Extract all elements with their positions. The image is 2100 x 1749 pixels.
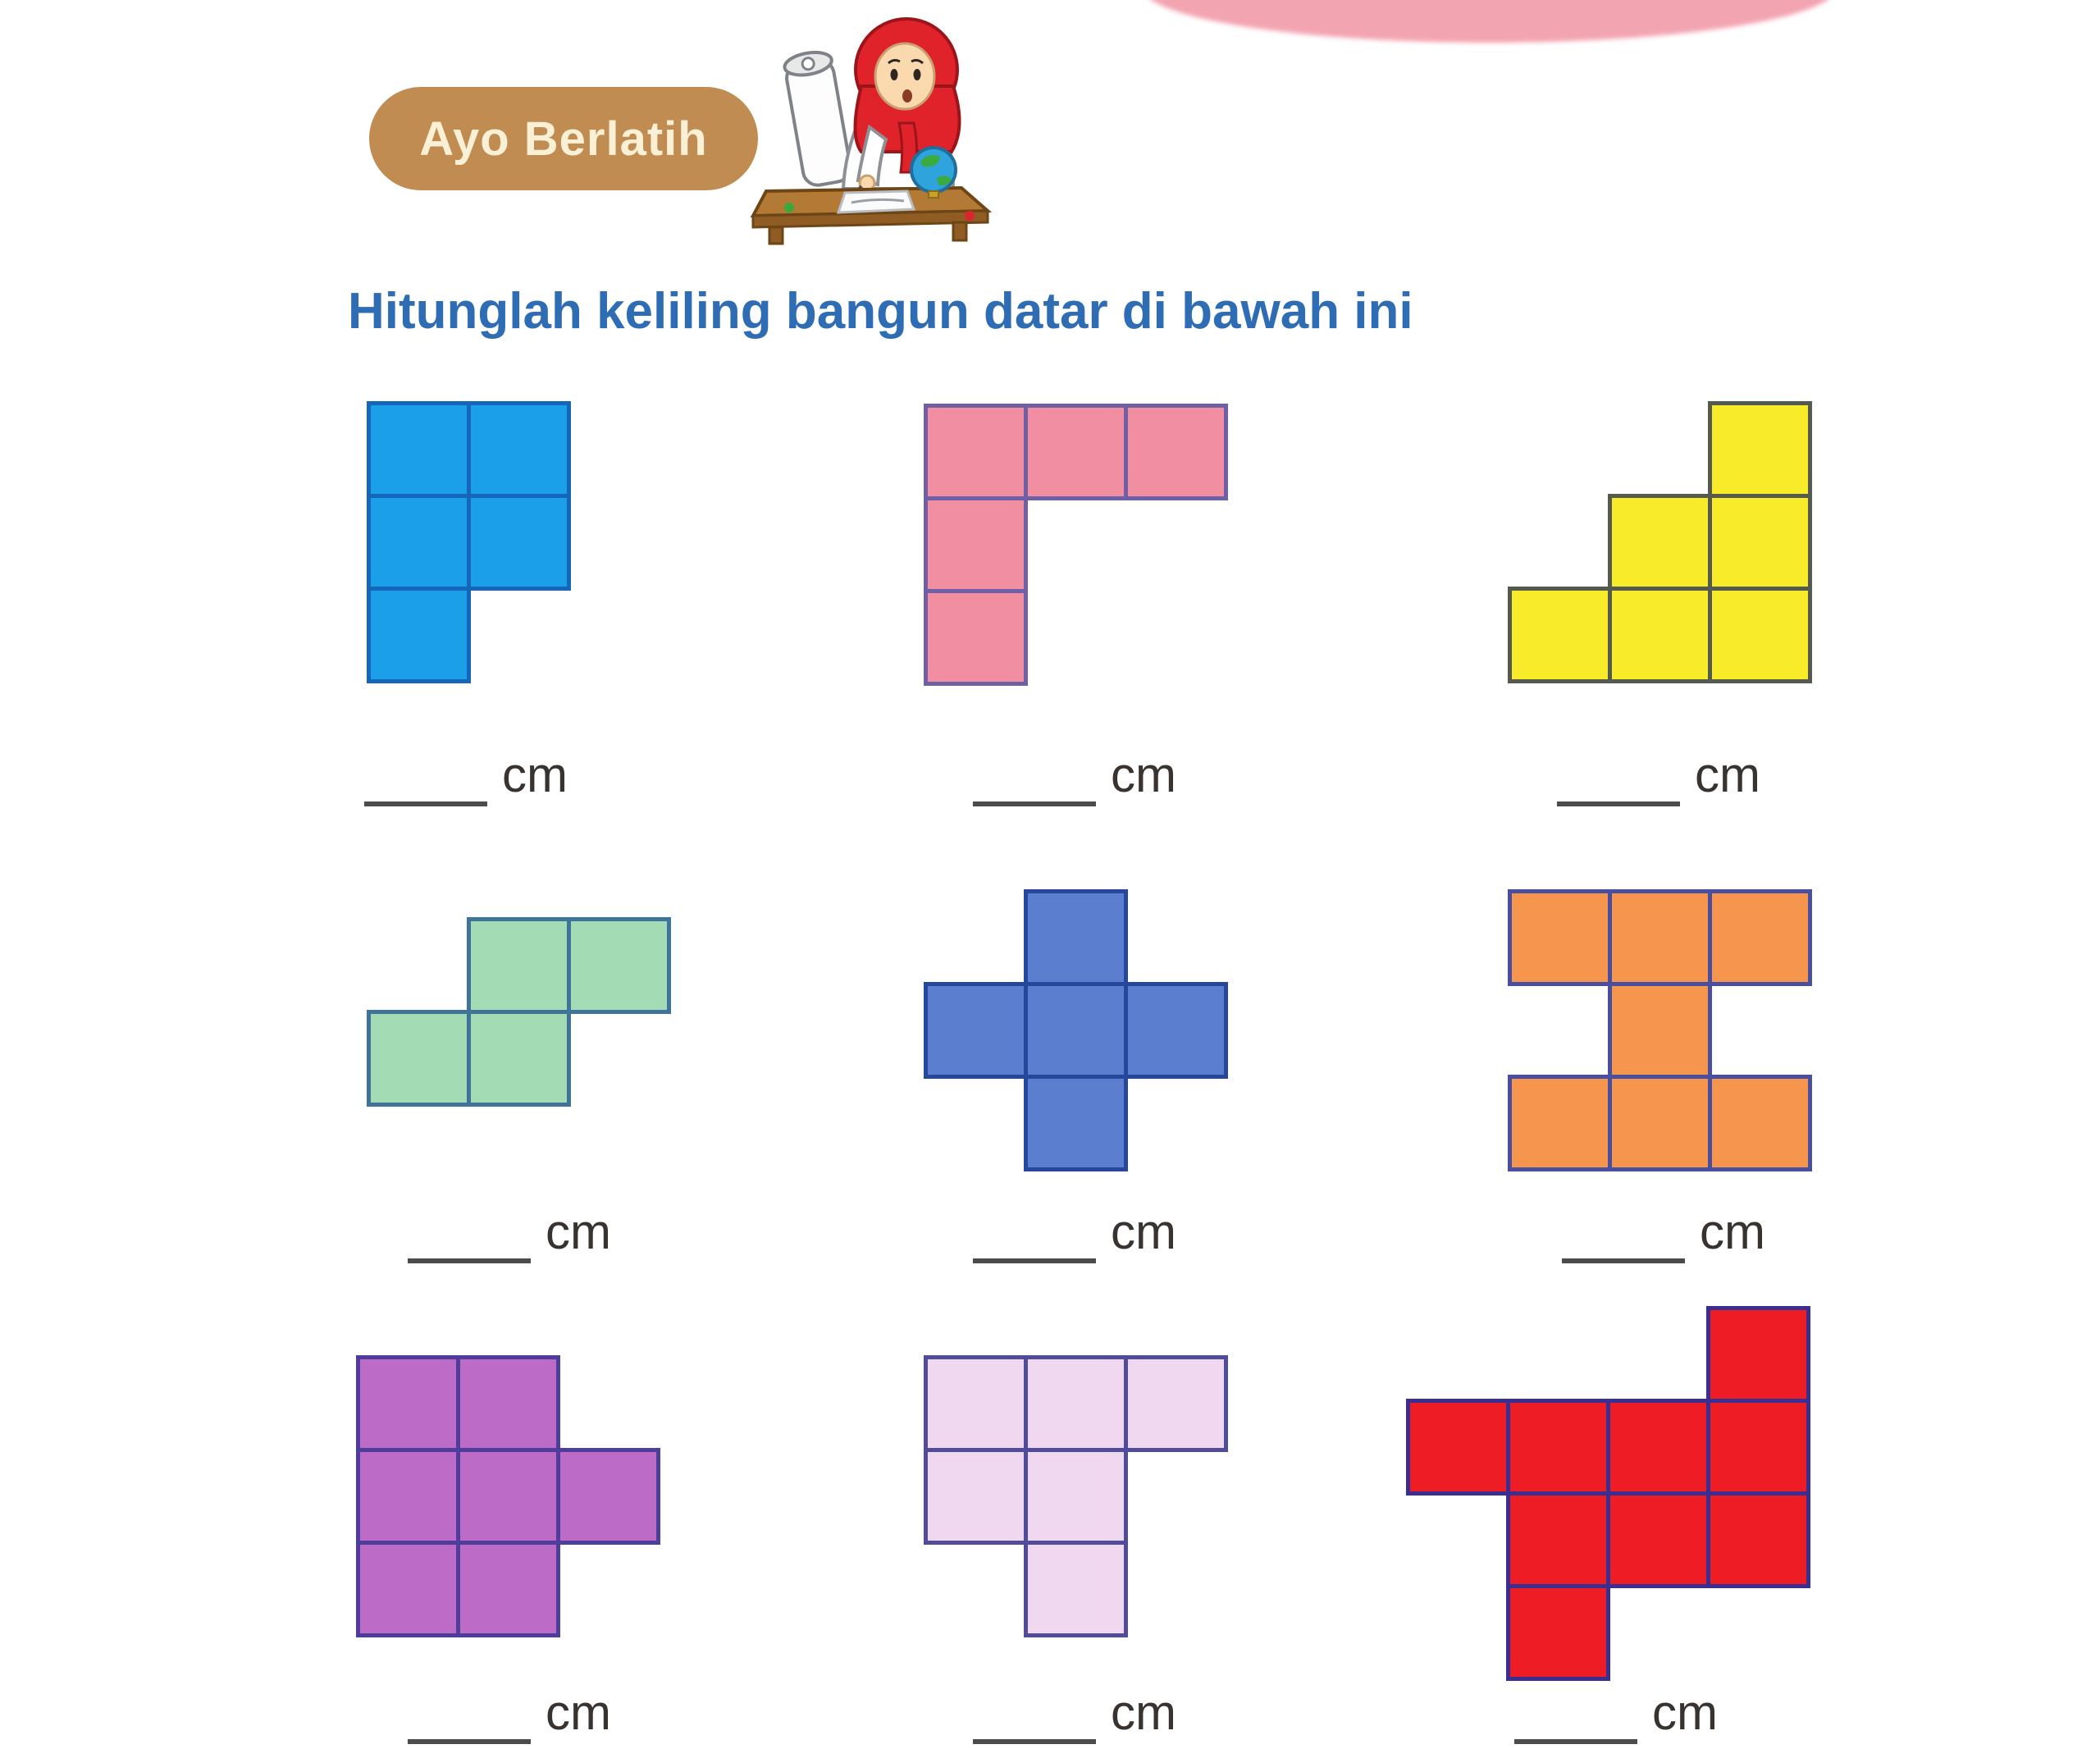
blue-plus-pentomino-cell <box>1024 982 1128 1079</box>
orange-i-heptomino-cell <box>1608 889 1712 986</box>
answer-blank-1 <box>364 747 568 802</box>
page-title: Hitunglah keliling bangun datar di bawah ini <box>348 283 1413 340</box>
paper-scroll-icon <box>783 49 852 188</box>
lavender-t-hexomino-cell <box>924 1448 1028 1545</box>
lavender-t-hexomino-cell <box>924 1355 1028 1452</box>
green-s-tetromino-cell <box>467 1010 571 1107</box>
red-nonomino-cell <box>1706 1399 1810 1496</box>
unit-label: cm <box>1700 1204 1765 1259</box>
unit-label: cm <box>1111 747 1176 802</box>
purple-block-heptomino-cell <box>456 1541 560 1637</box>
student-writing-illustration <box>734 4 1005 250</box>
pink-corner-pentomino-cell <box>924 496 1028 593</box>
badge-label: Ayo Berlatih <box>419 112 708 166</box>
purple-block-heptomino-cell <box>356 1541 460 1637</box>
yellow-staircase-hexomino-cell <box>1608 494 1712 591</box>
answer-blank-2 <box>973 747 1176 802</box>
yellow-staircase-hexomino-cell <box>1708 587 1812 683</box>
answer-line <box>973 1224 1096 1263</box>
answer-blank-4 <box>408 1204 611 1259</box>
lavender-t-hexomino-cell <box>1024 1355 1128 1452</box>
orange-i-heptomino-cell <box>1608 1075 1712 1171</box>
orange-i-heptomino-cell <box>1708 889 1812 986</box>
desk-leg <box>953 222 966 240</box>
globe-stand <box>929 191 938 198</box>
answer-blank-6 <box>1562 1204 1765 1259</box>
answer-line <box>1514 1705 1637 1744</box>
purple-block-heptomino-cell <box>456 1355 560 1452</box>
blue-plus-pentomino-cell <box>1024 889 1128 986</box>
orange-i-heptomino-cell <box>1508 1075 1612 1171</box>
lavender-t-hexomino-cell <box>1124 1355 1228 1452</box>
answer-line <box>1557 767 1680 806</box>
unit-label: cm <box>546 1204 611 1259</box>
green-s-tetromino-cell <box>567 917 671 1014</box>
red-nonomino-cell <box>1606 1491 1710 1588</box>
pink-corner-pentomino-cell <box>1124 404 1228 500</box>
unit-label: cm <box>1652 1685 1718 1740</box>
purple-block-heptomino-cell <box>456 1448 560 1545</box>
ayo-berlatih-badge <box>369 87 758 190</box>
pink-corner-pentomino-cell <box>924 404 1028 500</box>
girl-mouth <box>902 89 912 103</box>
red-nonomino-cell <box>1406 1399 1510 1496</box>
answer-line <box>408 1224 531 1263</box>
red-nonomino-cell <box>1506 1399 1610 1496</box>
blue-p-pentomino-cell <box>467 401 571 498</box>
pink-corner-pentomino-cell <box>1024 404 1128 500</box>
blue-plus-pentomino-cell <box>1124 982 1228 1079</box>
red-nonomino-cell <box>1606 1399 1710 1496</box>
orange-i-heptomino-cell <box>1508 889 1612 986</box>
orange-i-heptomino-cell <box>1608 982 1712 1079</box>
blue-p-pentomino-cell <box>367 587 471 683</box>
yellow-staircase-hexomino-cell <box>1708 494 1812 591</box>
red-nonomino-cell <box>1506 1491 1610 1588</box>
purple-block-heptomino-cell <box>356 1448 460 1545</box>
decorative-pink-arc <box>1143 0 1836 43</box>
blue-plus-pentomino-cell <box>924 982 1028 1079</box>
answer-blank-8 <box>973 1685 1176 1740</box>
answer-line <box>973 1705 1096 1744</box>
answer-blank-7 <box>408 1685 611 1740</box>
answer-line <box>1562 1224 1685 1263</box>
answer-line <box>408 1705 531 1744</box>
green-s-tetromino-cell <box>367 1010 471 1107</box>
purple-block-heptomino-cell <box>556 1448 660 1545</box>
yellow-staircase-hexomino-cell <box>1608 587 1712 683</box>
unit-label: cm <box>546 1685 611 1740</box>
unit-label: cm <box>1695 747 1760 802</box>
answer-blank-9 <box>1514 1685 1718 1740</box>
yellow-staircase-hexomino-cell <box>1708 401 1812 498</box>
answer-line <box>973 767 1096 806</box>
red-nonomino-cell <box>1506 1584 1610 1681</box>
blue-p-pentomino-cell <box>467 494 571 591</box>
lavender-t-hexomino-cell <box>1024 1448 1128 1545</box>
unit-label: cm <box>502 747 568 802</box>
purple-block-heptomino-cell <box>356 1355 460 1452</box>
answer-blank-5 <box>973 1204 1176 1259</box>
unit-label: cm <box>1111 1204 1176 1259</box>
red-nonomino-cell <box>1706 1306 1810 1403</box>
answer-blank-3 <box>1557 747 1760 802</box>
blue-p-pentomino-cell <box>367 494 471 591</box>
pink-corner-pentomino-cell <box>924 589 1028 686</box>
orange-i-heptomino-cell <box>1708 1075 1812 1171</box>
lavender-t-hexomino-cell <box>1024 1541 1128 1637</box>
yellow-staircase-hexomino-cell <box>1508 587 1612 683</box>
globe-icon <box>911 148 956 192</box>
blue-plus-pentomino-cell <box>1024 1075 1128 1171</box>
desk-leg <box>769 227 783 244</box>
green-s-tetromino-cell <box>467 917 571 1014</box>
answer-line <box>364 767 487 806</box>
red-nonomino-cell <box>1706 1491 1810 1588</box>
blue-p-pentomino-cell <box>367 401 471 498</box>
unit-label: cm <box>1111 1685 1176 1740</box>
